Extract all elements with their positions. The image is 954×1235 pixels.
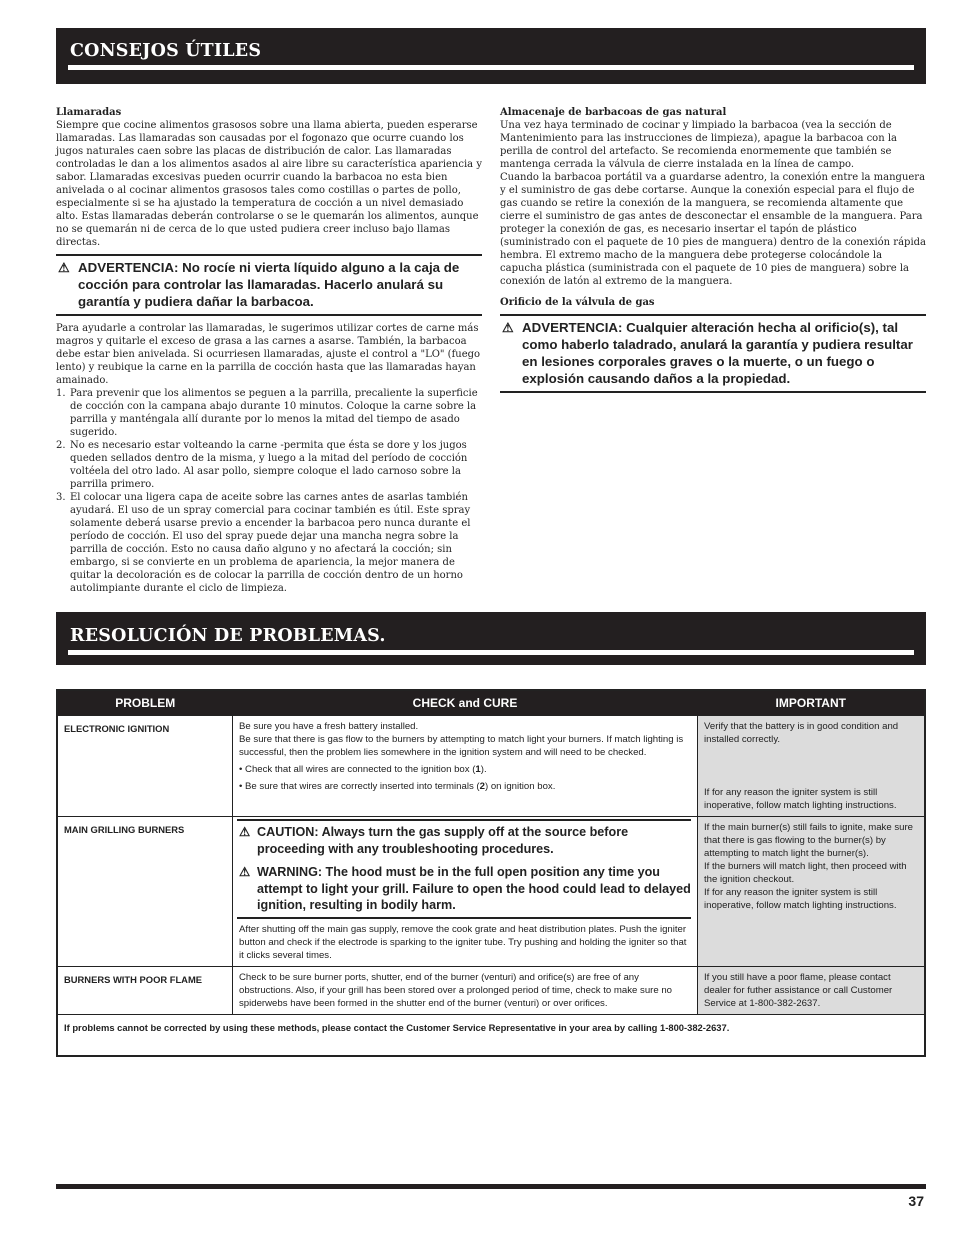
caution-item: ⚠ CAUTION: Always turn the gas supply off at the source before proceeding with any troubleshooting procedures. xyxy=(239,825,629,856)
tips-list xyxy=(56,387,482,595)
warning-item: ⚠ WARNING: The hood must be in the full open position any time you attempt to light your grill. Failure to open the hood could lead to delayed ignition, resulting in bodily harm. xyxy=(239,865,691,912)
footer-note: If problems cannot be corrected by using these methods, please contact the Customer Service Representative in your area by calling 1-800-382-2637. xyxy=(57,1014,925,1056)
paragraph-almacenaje-1: Una vez haya terminado de cocinar y limpiado la barbacoa (vea la sección de Mantenimiento para las instrucciones de limpieza), apague la barbacoa con la perilla de control del artefacto. Se recomienda enormemente que también se mantenga cerrada la válvula de cierre instalada en la línea de campo. xyxy=(500,120,897,170)
column-header-problem: PROBLEM xyxy=(57,690,233,716)
list-item: 1. Para prevenir que los alimentos se peguen a la parrilla, precaliente la superficie de cocción con la campana abajo durante 10 minutos. Coloque la carne sobre la parrilla y manténgala allí durante por lo menos la mitad del tiempo de asado sugerido. xyxy=(56,388,478,438)
subheading-orificio: Orificio de la válvula de gas xyxy=(500,297,655,308)
paragraph-almacenaje-2: Cuando la barbacoa portátil va a guardarse adentro, la conexión entre la manguera y el suministro de gas debe cortarse. Aunque la conexión especial para el flujo de gas cuando se retire la conexión de la manguera, se recomienda altamente que cierre el suministro de gas antes de desconectar el ensamble de la manguera. Para proteger la conexión de gas, es necesario insertar el tapón de plástico (suministrado con el paquete de 10 pies de manguera) dentro de la conexión rápida hembra. El extremo macho de la manguera debe protegerse colocándole la capucha plástica (suministrada con el paquete de 10 pies de manguera) sobre la conexión de latón al extremo de la manguera. xyxy=(500,172,927,287)
table-row xyxy=(57,817,925,967)
list-item: 2. No es necesario estar volteando la carne -permita que ésta se dore y los jugos queden sellados dentro de la misma, y luego a la mitad del período de cocción voltéela del otro lado. Al asar pollo, siempre coloque el lado carnoso sobre la parrilla primero. xyxy=(56,440,468,490)
bullet-item: • Be sure that wires are correctly inserted into terminals (2) on ignition box. xyxy=(239,781,556,792)
caution-box xyxy=(237,819,691,919)
troubleshooting-table xyxy=(56,689,926,1057)
right-column xyxy=(500,106,926,393)
important-cell: Verify that the battery is in good condition and installed correctly. If for any reason the igniter system is still inoperative, follow match lighting instructions. xyxy=(698,716,926,817)
table-row xyxy=(57,966,925,1014)
table-header-row xyxy=(57,690,925,716)
page-number: 37 xyxy=(908,1193,924,1209)
check-cell: Be sure you have a fresh battery installed. Be sure that there is gas flow to the burners by attempting to match light your burners. If match lighting is successful, then the problem lies somewhere in the ignition system and will need to be checked. • Check that all wires are connected to the ignition box (1). • Be sure that wires are correctly inserted into terminals (2) on ignition box. xyxy=(233,716,698,817)
table-row xyxy=(57,716,925,817)
section-title-underline xyxy=(68,650,914,655)
subheading-almacenaje: Almacenaje de barbacoas de gas natural xyxy=(500,107,727,118)
warning-triangle-icon: ⚠ xyxy=(239,865,251,879)
important-cell: If you still have a poor flame, please contact dealer for futher assistance or call Customer Service at 1-800-382-2637. xyxy=(698,966,926,1014)
paragraph-control: Para ayudarle a controlar las llamaradas, le sugerimos utilizar cortes de carne más magros y quitarle el exceso de grasa a las carnes a asarse. También, la barbacoa debe estar bien anivelada. Si ocurriesen llamaradas, ajuste el control a "LO" (fuego lento) y reubique la carne en la parrilla de cocción hasta que las llamaradas hayan amainado. xyxy=(56,323,481,386)
problem-cell: BURNERS WITH POOR FLAME xyxy=(57,966,233,1014)
list-item: 3. El colocar una ligera capa de aceite sobre las carnes antes de asarlas también ayudará. El uso de un spray comercial para cocinar también es útil. Este spray solamente deberá usarse previo a encender la barbacoa pero nunca durante el período de cocción. El uso del spray puede dejar una mancha negra sobre la parrilla de cocción. Esto no causa daño alguno y no afectará la cocción; sin embargo, si se convierte en un problema de apariencia, la mejor manera de quitar la decoloración es de colocar la parrilla de cocción dentro de un horno autolimpiante durante el ciclo de limpieza. xyxy=(56,492,471,594)
important-cell: If the main burner(s) still fails to ignite, make sure that there is gas flowing to the burner(s) by attempting to match light the burner(s). If the burners will match light, then proceed with the ignition checkout. If for any reason the igniter system is still inoperative, follow match lighting instructions. xyxy=(698,817,926,967)
paragraph-llamaradas: Siempre que cocine alimentos grasosos sobre una llama abierta, pueden esperarse llamaradas. Las llamaradas son causadas por el fogonazo que ocurre cuando los jugos naturales caen sobre las placas de distribución de calor. Las llamaradas controladas le dan a los alimentos asados al aire libre su característica apariencia y sabor. Llamaradas excesivas pueden ocurrir cuando la barbacoa no esta bien anivelada o al cocinar alimentos grasosos tales como costillas o partes de pollo, especialmente si se ha ajustado la temperatura de cocción a un nivel demasiado alto. Estas llamaradas deberán controlarse o se le quemarán los alimentos, aunque no se quemarán ni de cerca de lo que usted pudiera creer incluso bajo llamas directas. xyxy=(56,120,482,248)
section-title-underline xyxy=(68,65,914,70)
warning-triangle-icon: ⚠ xyxy=(58,260,70,275)
column-header-check: CHECK and CURE xyxy=(233,690,698,716)
table-footer-row xyxy=(57,1014,925,1056)
section-header-consejos xyxy=(56,28,926,84)
section-title: CONSEJOS ÚTILES xyxy=(70,41,262,61)
warning-triangle-icon: ⚠ xyxy=(502,320,514,335)
warning-text: ADVERTENCIA: No rocíe ni vierta líquido alguno a la caja de cocción para controlar las llamaradas. Hacerlo anulará su garantía y pudiera dañar la barbacoa. xyxy=(78,260,460,309)
column-header-important: IMPORTANT xyxy=(698,690,926,716)
warning-box-orificio xyxy=(500,314,926,393)
problem-cell: ELECTRONIC IGNITION xyxy=(57,716,233,817)
left-column xyxy=(56,106,482,595)
subheading-llamaradas: Llamaradas xyxy=(56,107,122,118)
problem-cell: MAIN GRILLING BURNERS xyxy=(57,817,233,967)
footer-rule xyxy=(56,1184,926,1189)
warning-triangle-icon: ⚠ xyxy=(239,825,251,839)
section-header-resolucion xyxy=(56,612,926,665)
section-title: RESOLUCIÓN DE PROBLEMAS. xyxy=(70,626,386,646)
bullet-item: • Check that all wires are connected to the ignition box (1). xyxy=(239,764,487,775)
warning-text: ADVERTENCIA: Cualquier alteración hecha al orificio(s), tal como haberlo taladrado, anulará la garantía y pudiera resultar en lesiones corporales graves o la muerte, o un fuego o explosión causando daños a la propiedad. xyxy=(522,320,913,386)
warning-box-llamaradas xyxy=(56,254,482,316)
check-cell: Check to be sure burner ports, shutter, end of the burner (venturi) and orifice(s) are free of any obstructions. Also, if your grill has been stored over a prolonged period of time, check to make sure no spiderwebs have been formed in the shutter end of the burner (venturi) or over orifices. xyxy=(233,966,698,1014)
check-cell: ⚠ CAUTION: Always turn the gas supply off at the source before proceeding with any troubleshooting procedures. ⚠ WARNING: The hood must be in the full open position any time you attempt to light your grill. Failure to open the hood could lead to delayed ignition, resulting in bodily harm. After shutting off the main gas supply, remove the cook grate and heat distribution plates. Push the igniter button and check if the electrode is sparking to the igniter tube. Try pushing and holding the igniter so that it clicks several times. xyxy=(233,817,698,967)
